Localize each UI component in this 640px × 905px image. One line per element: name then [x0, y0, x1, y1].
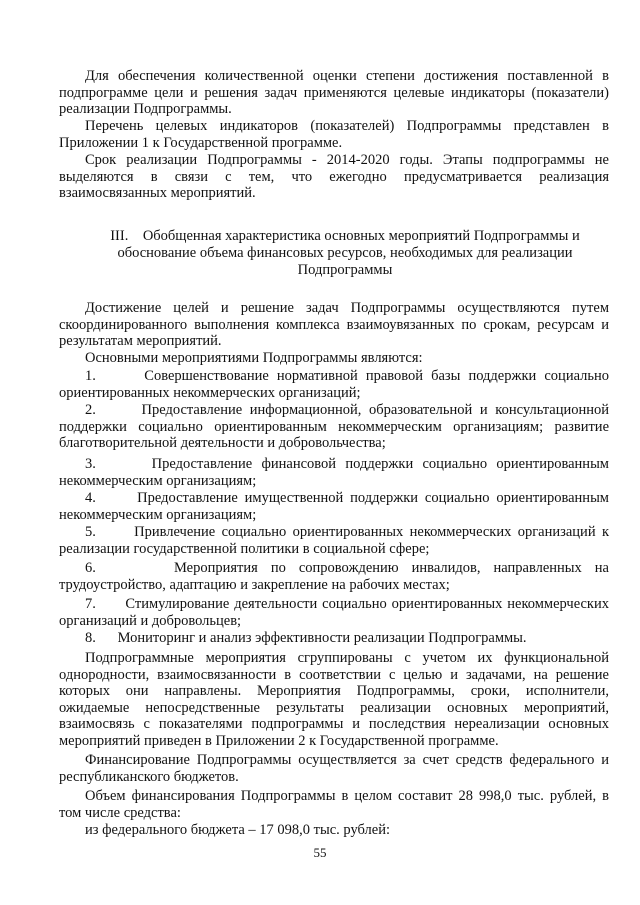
- paragraph-measures-intro: Основными мероприятиями Подпрограммы являются:: [85, 350, 423, 366]
- measure-item-5: 5. Привлечение социально ориентированных некоммерческих организаций к реализации государственной политики в социальной сфере;: [59, 524, 613, 557]
- paragraph-financing: Финансирование Подпрограммы осуществляется за счет средств федерального и республиканского бюджетов.: [59, 752, 609, 785]
- measure-item-1: 1. Совершенствование нормативной правовой базы поддержки социально ориентированных некоммерческих организаций;: [59, 368, 613, 401]
- section-heading-line-2: обоснование объема финансовых ресурсов, необходимых для реализации: [117, 245, 573, 261]
- paragraph-indicators: Для обеспечения количественной оценки степени достижения поставленной в подпрограмме цели и решения задач применяются целевые индикаторы (показатели) реализации Подпрограммы.: [59, 68, 609, 118]
- paragraph-term: Срок реализации Подпрограммы - 2014-2020 годы. Этапы подпрограммы не выделяются в связи с тем, что ежегодно предусматривается реализация взаимосвязанных мероприятий.: [59, 152, 609, 202]
- page-number: 55: [313, 845, 327, 860]
- measure-item-4: 4. Предоставление имущественной поддержки социально ориентированным некоммерческим организациям;: [59, 490, 613, 523]
- paragraph-grouping: Подпрограммные мероприятия сгруппированы с учетом их функциональной однородности, взаимосвязанности в соответствии с целью и задачами, на решение которых они направлены. Мероприятия Подпрограммы, сроки, исполнители, ожидаемые непосредственные результаты реализации основных мероприятий, взаимосвязь с показателями подпрограммы и последствия нереализации основных мероприятий приведен в Приложении 2 к Государственной программе.: [59, 650, 609, 749]
- paragraph-financing-volume: Объем финансирования Подпрограммы в целом составит 28 998,0 тыс. рублей, в том числе средства:: [59, 788, 609, 821]
- measure-item-3: 3. Предоставление финансовой поддержки социально ориентированным некоммерческим организациям;: [59, 456, 613, 489]
- section-heading-line-3: Подпрограммы: [297, 262, 393, 278]
- measure-item-6: 6. Мероприятия по сопровождению инвалидов, направленных на трудоустройство, адаптацию и закрепление на рабочих местах;: [59, 560, 613, 593]
- section-heading: [95, 228, 595, 279]
- measure-item-8: 8. Мониторинг и анализ эффективности реализации Подпрограммы.: [85, 630, 527, 646]
- paragraph-indicator-list: Перечень целевых индикаторов (показателей) Подпрограммы представлен в Приложении 1 к Государственной программе.: [59, 118, 609, 151]
- paragraph-federal-budget: из федерального бюджета – 17 098,0 тыс. рублей:: [85, 822, 390, 838]
- measure-item-7: 7. Стимулирование деятельности социально ориентированных некоммерческих организаций и добровольцев;: [59, 596, 613, 629]
- section-heading-line-1: III. Обобщенная характеристика основных мероприятий Подпрограммы и: [110, 228, 580, 244]
- measure-item-2: 2. Предоставление информационной, образовательной и консультационной поддержки социально ориентированным некоммерческим организациям; развитие благотворительной деятельности и добровольчества;: [59, 402, 613, 452]
- paragraph-goals: Достижение целей и решение задач Подпрограммы осуществляются путем скоординированного выполнения комплекса взаимоувязанных по срокам, ресурсам и результатам мероприятий.: [59, 300, 609, 350]
